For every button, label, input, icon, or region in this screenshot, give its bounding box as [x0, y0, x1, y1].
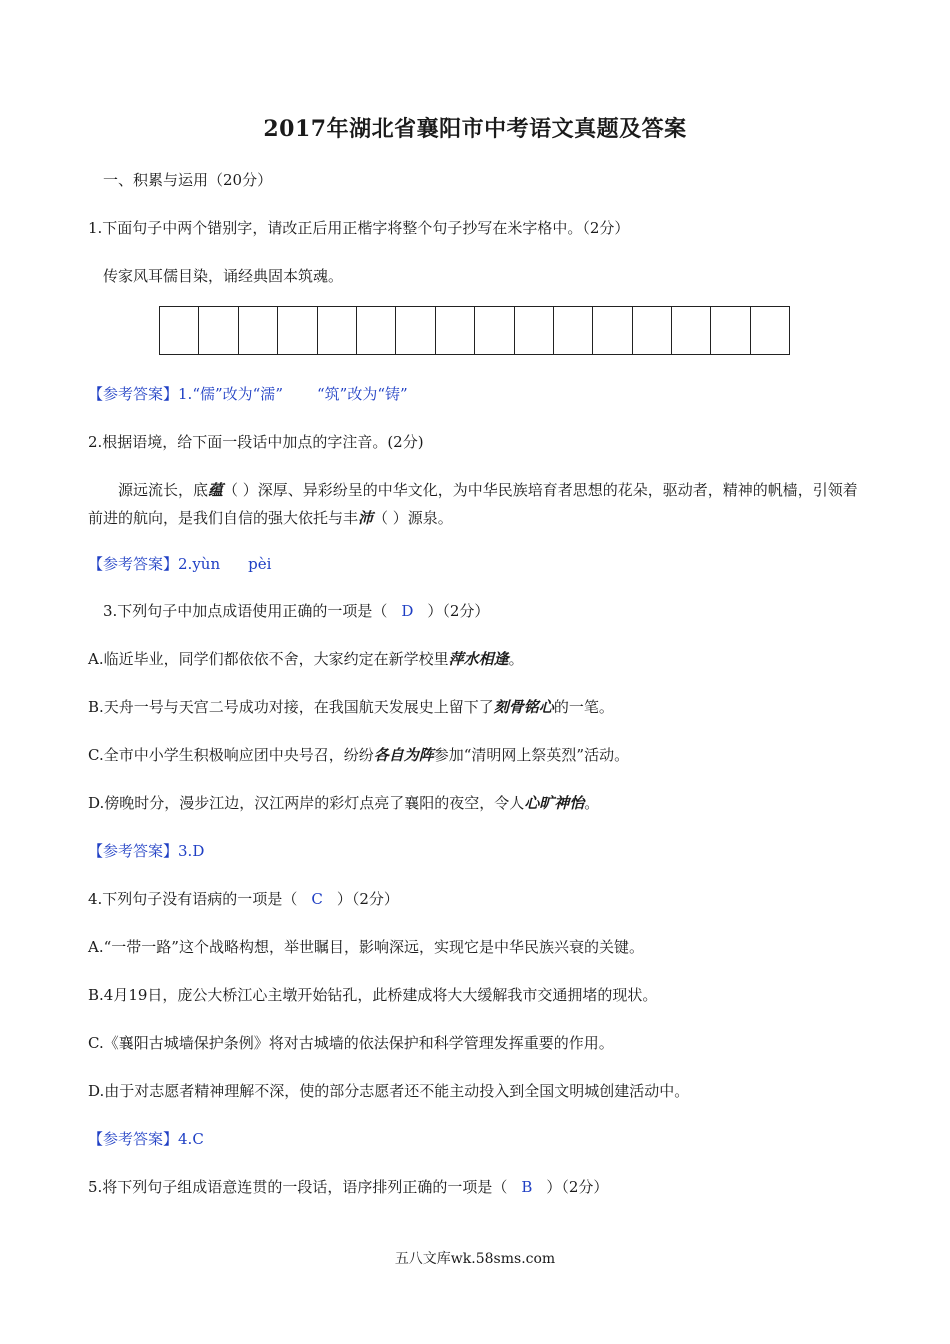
question-2-passage [88, 476, 863, 532]
grid-cell[interactable] [593, 307, 632, 354]
grid-cell[interactable] [751, 307, 790, 354]
option-text: 的一笔。 [553, 698, 614, 716]
grid-cell[interactable] [239, 307, 278, 354]
stem-text-a: 4.下列句子没有语病的一项是（ [88, 890, 298, 908]
option-4a: A.“一带一路”这个战略构想，举世瞩目，影响深远，实现它是中华民族兴衰的关键。 [88, 938, 644, 956]
option-3c [88, 745, 629, 765]
grid-cell[interactable] [396, 307, 435, 354]
stem-text-a: 5.将下列句子组成语意连贯的一段话，语序排列正确的一项是（ [88, 1178, 508, 1196]
stem-text-b: ）（2分） [546, 1178, 609, 1196]
answer-2 [88, 554, 271, 574]
grid-cell[interactable] [554, 307, 593, 354]
option-text: 。 [508, 650, 524, 668]
marked-character-2: 沛 [358, 509, 374, 527]
answer-3 [88, 841, 204, 861]
filled-choice: C [311, 890, 323, 908]
marked-idiom: 萍水相逢 [448, 650, 509, 668]
grid-cell[interactable] [672, 307, 711, 354]
answer-1-part2: “筑”改为“铸” [317, 385, 408, 403]
answer-4-text: 4.C [178, 1130, 204, 1148]
option-text: A.临近毕业，同学们都依依不舍，大家约定在新学校里 [88, 650, 449, 668]
grid-cell[interactable] [633, 307, 672, 354]
stem-text-b: ）（2分） [336, 890, 399, 908]
filled-choice: D [401, 602, 414, 620]
answer-label: 【参考答案】 [88, 385, 179, 403]
option-3d [88, 793, 599, 813]
section-heading: 一、积累与运用（20分） [103, 171, 273, 189]
grid-cell[interactable] [357, 307, 396, 354]
page-footer: 五八文库wk.58sms.com [394, 1251, 556, 1267]
option-text: D.傍晚时分，漫步江边，汉江两岸的彩灯点亮了襄阳的夜空，令人 [88, 794, 525, 812]
answer-label: 【参考答案】 [88, 1130, 179, 1148]
passage-text-c: （ ）源泉。 [373, 509, 453, 527]
grid-cell[interactable] [436, 307, 475, 354]
answer-2-part2: pèi [248, 555, 272, 573]
marked-idiom: 各自为阵 [373, 746, 434, 764]
writing-grid[interactable] [159, 306, 790, 355]
question-4-stem [88, 889, 399, 909]
question-1-sentence: 传家风耳儒目染，诵经典固本筑魂。 [103, 267, 344, 285]
grid-cell[interactable] [318, 307, 357, 354]
answer-2-part1: 2.yùn [178, 555, 221, 573]
marked-idiom: 刻骨铭心 [493, 698, 554, 716]
marked-idiom: 心旷神怡 [524, 794, 585, 812]
answer-1-part1: 1.“儒”改为“濡” [178, 385, 284, 403]
question-1-stem: 1.下面句子中两个错别字，请改正后用正楷字将整个句子抄写在米字格中。（2分） [88, 219, 630, 237]
option-4d: D.由于对志愿者精神理解不深，使的部分志愿者还不能主动投入到全国文明城创建活动中。 [88, 1082, 690, 1100]
question-2-stem: 2.根据语境，给下面一段话中加点的字注音。(2分) [88, 433, 424, 451]
passage-text-b: （ ）深厚、异彩纷呈的中华文化，为中华民族培育者思想的花朵，驱动者，精神的帆樯，引领着前进的航向，是我们自信的强大依托与丰 [88, 481, 858, 527]
grid-cell[interactable] [515, 307, 554, 354]
grid-cell[interactable] [711, 307, 750, 354]
grid-cell[interactable] [199, 307, 238, 354]
option-4b: B.4月19日，庞公大桥江心主墩开始钻孔，此桥建成将大大缓解我市交通拥堵的现状。 [88, 986, 658, 1004]
page-title: 2017年湖北省襄阳市中考语文真题及答案 [263, 116, 687, 142]
answer-1 [88, 384, 408, 404]
option-text: C.全市中小学生积极响应团中央号召，纷纷 [88, 746, 374, 764]
grid-cell[interactable] [278, 307, 317, 354]
answer-label: 【参考答案】 [88, 842, 179, 860]
question-3-stem [103, 601, 489, 621]
option-3b [88, 697, 614, 717]
stem-text-b: ）（2分） [427, 602, 490, 620]
answer-4 [88, 1129, 204, 1149]
option-4c: C.《襄阳古城墙保护条例》将对古城墙的依法保护和科学管理发挥重要的作用。 [88, 1034, 614, 1052]
stem-text-a: 3.下列句子中加点成语使用正确的一项是（ [103, 602, 388, 620]
marked-character-1: 蕴 [208, 481, 224, 499]
answer-3-text: 3.D [178, 842, 205, 860]
option-3a [88, 649, 524, 669]
grid-cell[interactable] [160, 307, 199, 354]
answer-label: 【参考答案】 [88, 555, 179, 573]
passage-text-a: 源远流长，底 [118, 481, 209, 499]
filled-choice: B [521, 1178, 533, 1196]
grid-cell[interactable] [475, 307, 514, 354]
option-text: 参加“清明网上祭英烈”活动。 [433, 746, 630, 764]
option-text: B.天舟一号与天宫二号成功对接，在我国航天发展史上留下了 [88, 698, 494, 716]
question-5-stem [88, 1177, 608, 1197]
option-text: 。 [584, 794, 600, 812]
